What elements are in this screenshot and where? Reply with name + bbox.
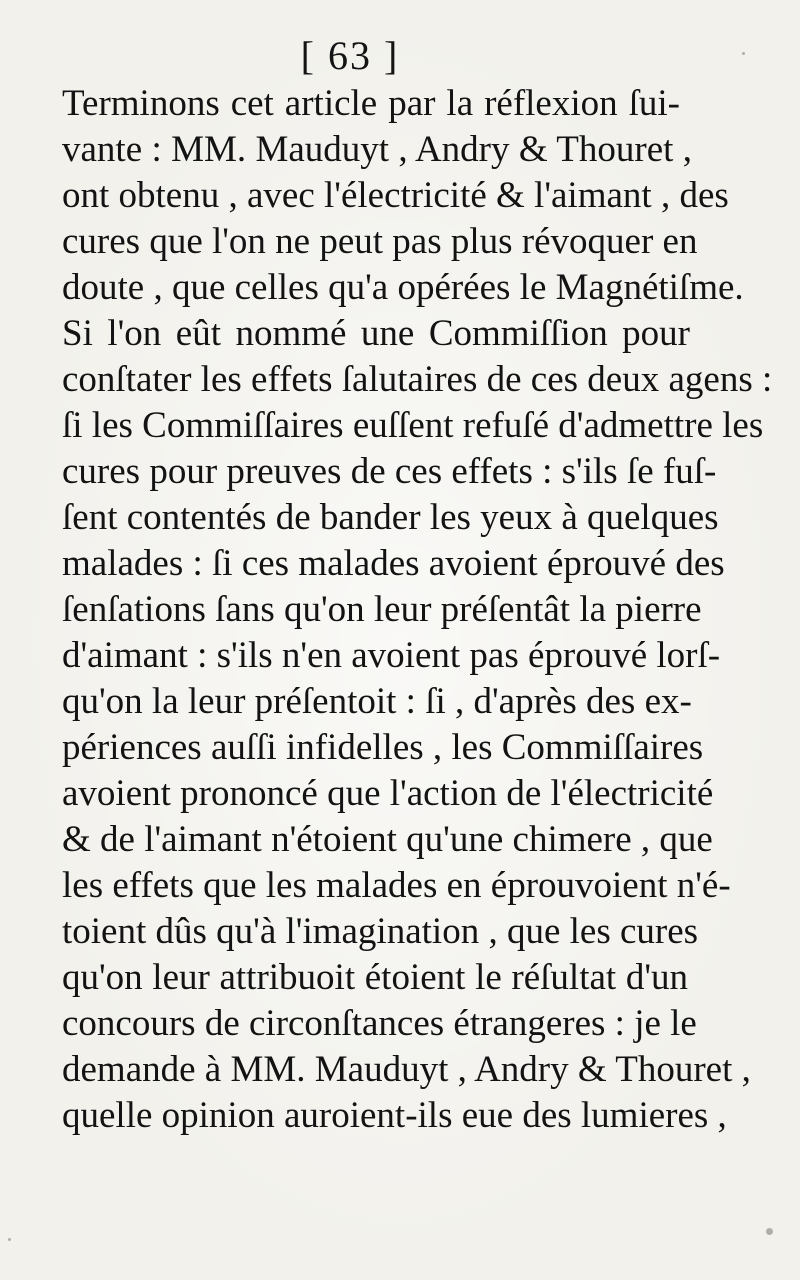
text-line: Si l'on eût nommé une Commiſſion pour <box>62 313 690 354</box>
text-line: vante : MM. Mauduyt , Andry & Thouret , <box>62 129 692 170</box>
text-line: ſenſations ſans qu'on leur préſentât la pierre <box>62 589 702 630</box>
text-line: avoient prononcé que l'action de l'électricité <box>62 773 714 814</box>
text-line: demande à MM. Mauduyt , Andry & Thouret , <box>62 1049 751 1090</box>
page-number-text: [ 63 ] <box>300 33 400 78</box>
text-line: ont obtenu , avec l'électricité & l'aimant , des <box>62 175 729 216</box>
text-line: ſi les Commiſſaires euſſent refuſé d'admettre les <box>62 405 764 446</box>
text-line: quelle opinion auroient-ils eue des lumieres , <box>62 1095 727 1136</box>
text-line: d'aimant : s'ils n'en avoient pas éprouvé lorſ- <box>62 635 721 676</box>
paper-speck <box>766 1228 773 1235</box>
text-line: malades : ſi ces malades avoient éprouvé des <box>62 543 725 584</box>
text-line: concours de circonſtances étrangeres : je le <box>62 1003 697 1044</box>
text-line: conſtater les effets ſalutaires de ces deux agens : <box>62 359 773 400</box>
text-line: doute , que celles qu'a opérées le Magnétiſme. <box>62 267 744 308</box>
text-line: les effets que les malades en éprouvoient n'é- <box>62 865 731 906</box>
text-line: cures que l'on ne peut pas plus révoquer en <box>62 221 698 262</box>
text-line: toient dûs qu'à l'imagination , que les cures <box>62 911 699 952</box>
text-line: périences auſſi infidelles , les Commiſſaires <box>62 727 704 768</box>
text-line: cures pour preuves de ces effets : s'ils ſe fuſ- <box>62 451 717 492</box>
paper-speck <box>742 52 745 55</box>
text-line: ſent contentés de bander les yeux à quelques <box>62 497 719 538</box>
text-line: qu'on la leur préſentoit : ſi , d'après des ex- <box>62 681 692 722</box>
text-line: Terminons cet article par la réflexion ſui- <box>62 83 680 124</box>
text-line: & de l'aimant n'étoient qu'une chimere , que <box>62 819 713 860</box>
page-number <box>0 32 800 79</box>
text-line: qu'on leur attribuoit étoient le réſultat d'un <box>62 957 688 998</box>
paper-speck <box>8 1238 11 1241</box>
